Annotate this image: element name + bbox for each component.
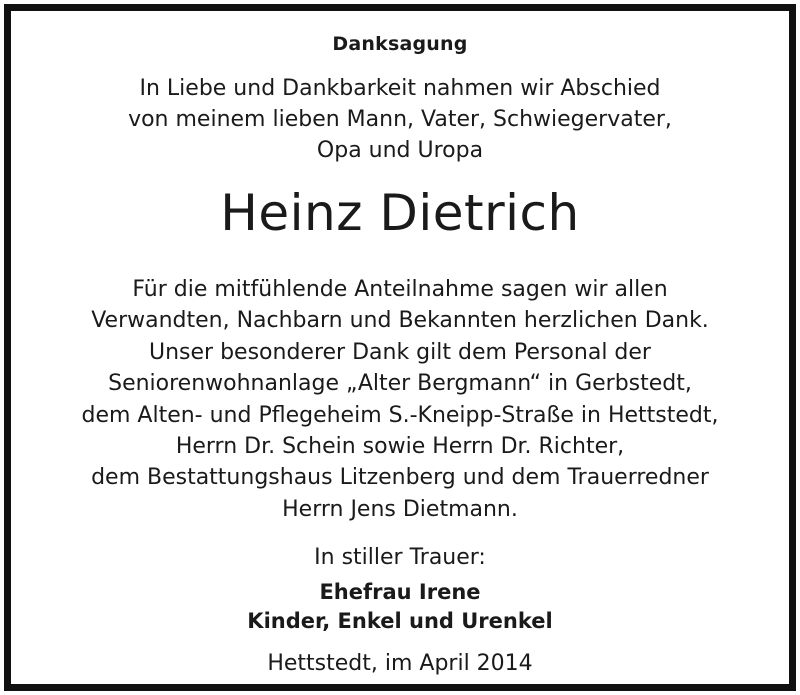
intro-line: In Liebe und Dankbarkeit nahmen wir Abschied xyxy=(139,76,661,101)
thanks-text xyxy=(11,274,789,525)
thanks-line: Herrn Jens Dietmann. xyxy=(282,496,518,522)
thanks-line: Seniorenwohnanlage „Alter Bergmann“ in Gerbstedt, xyxy=(108,371,692,397)
thanks-line: dem Bestattungshaus Litzenberg und dem Trauerredner xyxy=(91,465,709,491)
place-date: Hettstedt, im April 2014 xyxy=(267,651,533,676)
thanks-line: Unser besonderer Dank gilt dem Personal der xyxy=(149,339,651,365)
mourning-line: In stiller Trauer: xyxy=(314,545,486,570)
deceased-name: Heinz Dietrich xyxy=(220,184,580,242)
intro-line: von meinem lieben Mann, Vater, Schwiegervater, xyxy=(128,107,672,132)
family-line: Ehefrau Irene xyxy=(319,580,481,604)
thanks-line: Für die mitfühlende Anteilnahme sagen wir allen xyxy=(132,277,668,302)
intro-line: Opa und Uropa xyxy=(316,138,484,163)
intro-text xyxy=(11,73,789,166)
family-signature xyxy=(11,578,789,636)
thanks-line: dem Alten- und Pflegeheim S.-Kneipp-Straße in Hettstedt, xyxy=(81,402,719,428)
thanks-line: Verwandten, Nachbarn und Bekannten herzlichen Dank. xyxy=(91,308,709,334)
thanks-line: Herrn Dr. Schein sowie Herrn Dr. Richter, xyxy=(175,434,625,460)
notice-heading: Danksagung xyxy=(332,33,468,55)
notice-frame xyxy=(4,4,796,691)
family-line: Kinder, Enkel und Urenkel xyxy=(247,609,553,633)
